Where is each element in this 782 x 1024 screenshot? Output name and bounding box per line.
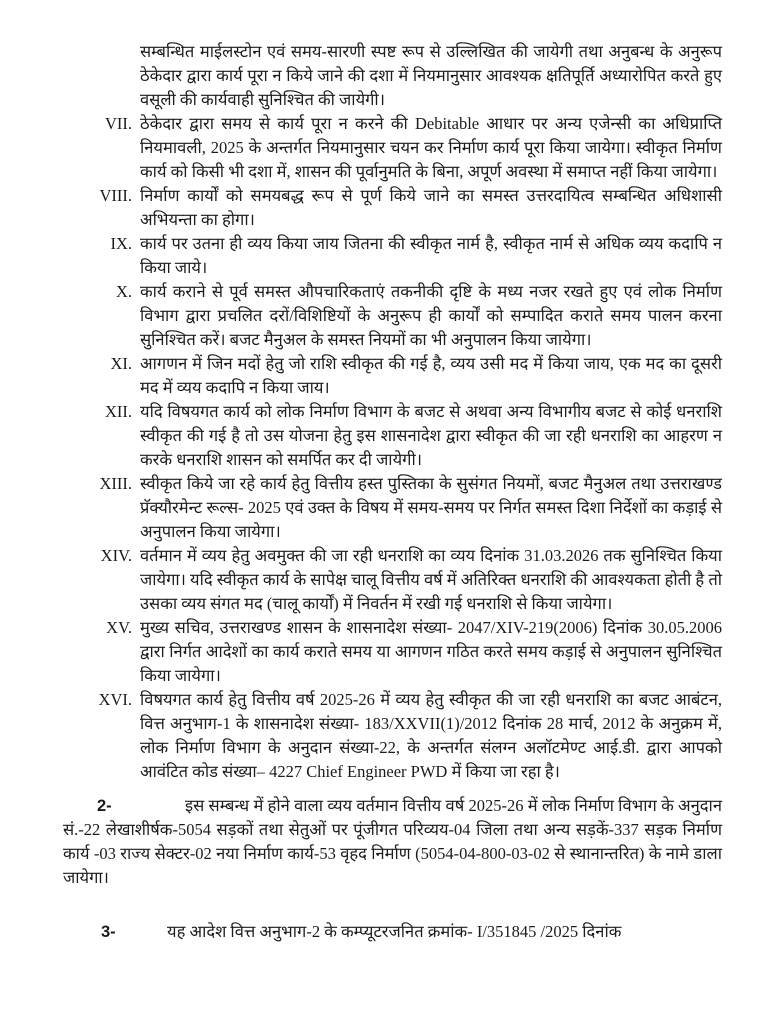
item-text: कार्य कराने से पूर्व समस्त औपचारिकताएं तकनीकी दृष्टि के मध्य नजर रखते हुए एवं लोक निर्माण विभाग द्वारा प्रचलित दरों/विशिष्टियों के अनुरूप ही कार्यों को सम्पादित कराते समय पालन करना सुनिश्चित करें। बजट मैनुअल के समस्त नियमों का भी अनुपालन किया जायेगा।: [140, 282, 722, 349]
list-item-xv: [63, 616, 722, 688]
paragraph-2: [63, 794, 722, 890]
item-numeral: XVI.: [98, 690, 132, 709]
item-numeral: XIII.: [99, 474, 132, 493]
item-text: आगणन में जिन मदों हेतु जो राशि स्वीकृत की गई है, व्यय उसी मद में किया जाय, एक मद का दूसरी मद में व्यय कदापि न किया जाय।: [140, 354, 722, 397]
list-item-xii: [63, 400, 722, 472]
list-item-x: [63, 280, 722, 352]
list-item-xvi: [63, 688, 722, 784]
paragraph-2-text: इस सम्बन्ध में होने वाला व्यय वर्तमान वित्तीय वर्ष 2025-26 में लोक निर्माण विभाग के अनुदान सं.-22 लेखाशीर्षक-5054 सड़कों तथा सेतुओं पर पूंजीगत परिव्यय-04 जिला तथा अन्य सड़कें-337 सड़क निर्माण कार्य -03 राज्य सेक्टर-02 नया निर्माण कार्य-53 वृहद निर्माण (5054-04-800-03-02 से स्थानान्तरित) के नामे डाला जायेगा।: [63, 796, 722, 887]
list-item-vii: [63, 112, 722, 184]
list-item-xiii: [63, 472, 722, 544]
item-text: निर्माण कार्यों को समयबद्ध रूप से पूर्ण किये जाने का समस्त उत्तरदायित्व सम्बन्धित अधिशासी अभियन्ता का होगा।: [140, 186, 722, 229]
list-item-viii: [63, 184, 722, 232]
item-text: स्वीकृत किये जा रहे कार्य हेतु वित्तीय हस्त पुस्तिका के सुसंगत नियमों, बजट मैनुअल तथा उत्तराखण्ड प्रॅक्यौरमेन्ट रूल्स- 2025 एवं उक्त के विषय में समय-समय पर निर्गत समस्त दिशा निर्देशों का कड़ाई से अनुपालन किया जायेगा।: [140, 474, 722, 541]
item-text: विषयगत कार्य हेतु वित्तीय वर्ष 2025-26 में व्यय हेतु स्वीकृत की जा रही धनराशि का बजट आबंटन, वित्त अनुभाग-1 के शासनादेश संख्या- 183/XXVII(1)/2012 दिनांक 28 मार्च, 2012 के अनुक्रम में, लोक निर्माण विभाग के अनुदान संख्या-22, के अन्तर्गत संलग्न अलॉटमेण्ट आई.डी. द्वारा आपको आवंटित कोड संख्या– 4227 Chief Engineer PWD में किया जा रहा है।: [140, 690, 722, 781]
item-text: कार्य पर उतना ही व्यय किया जाय जितना की स्वीकृत नार्म है, स्वीकृत नार्म से अधिक व्यय कदापि न किया जाये।: [140, 234, 722, 277]
paragraph-3-text: यह आदेश वित्त अनुभाग-2 के कम्प्यूटरजनित क्रमांक- I/351845 /2025 दिनांक: [167, 922, 622, 941]
list-item-xi: [63, 352, 722, 400]
item-text: वर्तमान में व्यय हेतु अवमुक्त की जा रही धनराशि का व्यय दिनांक 31.03.2026 तक सुनिश्चित किया जायेगा। यदि स्वीकृत कार्य के सापेक्ष चालू वित्तीय वर्ष में अतिरिक्त धनराशि की आवश्यकता होती है तो उसका व्यय संगत मद (चालू कार्यों) में निवर्तन में रखी गई धनराशि से किया जायेगा।: [140, 546, 722, 613]
paragraph-2-number: 2-: [97, 797, 112, 815]
item-text: यदि विषयगत कार्य को लोक निर्माण विभाग के बजट से अथवा अन्य विभागीय बजट से कोई धनराशि स्वीकृत की गई है तो उस योजना हेतु इस शासनादेश द्वारा स्वीकृत की जा रही धनराशि का आहरण न करके धनराशि शासन को समर्पित कर दी जायेगी।: [140, 402, 722, 469]
item-text: मुख्य सचिव, उत्तराखण्ड शासन के शासनादेश संख्या- 2047/XIV-219(2006) दिनांक 30.05.2006 द्वारा निर्गत आदेशों का कार्य कराते समय या आगणन गठित करते समय कड़ाई से अनुपालन सुनिश्चित किया जायेगा।: [140, 618, 722, 685]
list-item-ix: [63, 232, 722, 280]
document-body: [63, 40, 722, 961]
item-numeral: X.: [115, 282, 132, 301]
paragraph-3: [63, 920, 722, 944]
intro-continuation-paragraph: सम्बन्धित माईलस्टोन एवं समय-सारणी स्पष्ट रूप से उल्लिखित की जायेगी तथा अनुबन्ध के अनुरूप ठेकेदार द्वारा कार्य पूरा न किये जाने की दशा में नियमानुसार आवश्यक क्षतिपूर्ति अध्यारोपित करते हुए वसूली की कार्यवाही सुनिश्चित की जायेगी।: [140, 42, 722, 109]
list-item-xiv: [63, 544, 722, 616]
item-numeral: XV.: [106, 618, 132, 637]
item-numeral: XII.: [104, 402, 132, 421]
item-numeral: XI.: [110, 354, 132, 373]
roman-numbered-list: [63, 112, 722, 784]
item-numeral: XIV.: [100, 546, 132, 565]
item-text: ठेकेदार द्वारा समय से कार्य पूरा न करने की Debitable आधार पर अन्य एजेन्सी का अधिप्राप्ति नियमावली, 2025 के अन्तर्गत नियमानुसार चयन कर निर्माण कार्य पूरा किया जायेगा। स्वीकृत निर्माण कार्य को किसी भी दशा में, शासन की पूर्वानुमति के बिना, अपूर्ण अवस्था में समाप्त नहीं किया जायेगा।: [140, 114, 722, 181]
item-numeral: VIII.: [99, 186, 132, 205]
item-numeral: VII.: [104, 114, 132, 133]
item-numeral: IX.: [110, 234, 132, 253]
paragraph-3-number: 3-: [101, 923, 116, 941]
